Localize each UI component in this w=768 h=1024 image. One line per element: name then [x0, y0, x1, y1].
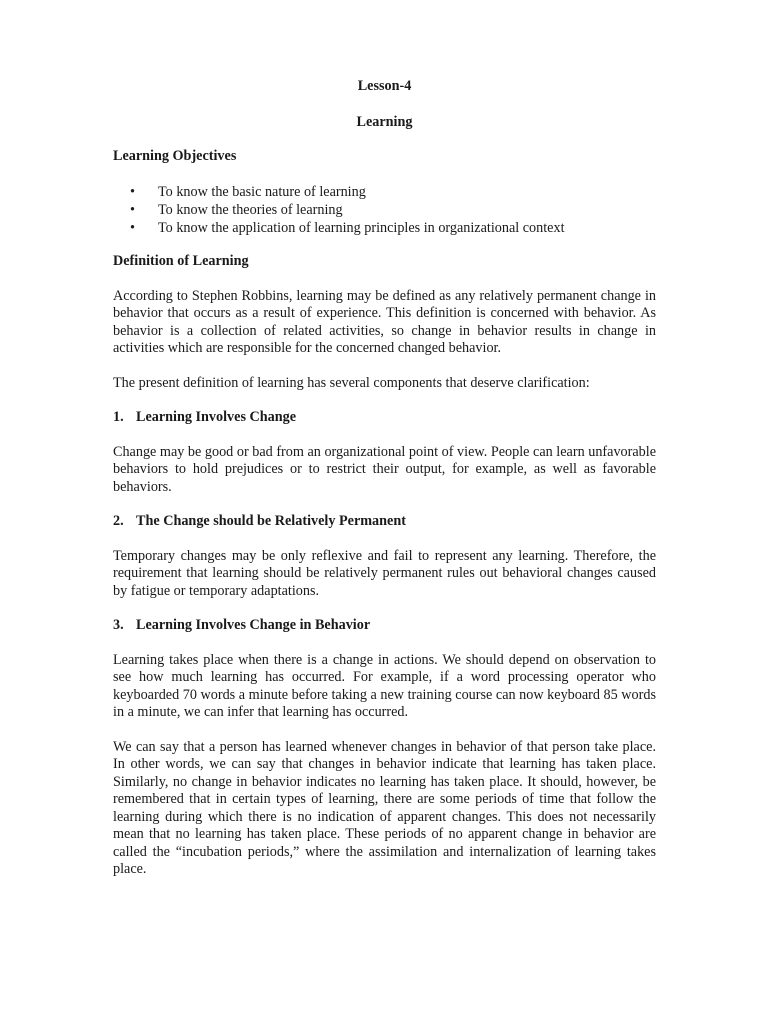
definition-heading: Definition of Learning — [113, 253, 249, 270]
section-heading-1 — [113, 409, 656, 427]
objective-item — [113, 201, 656, 219]
section-number: 3. — [113, 617, 124, 634]
section-1-paragraph: Change may be good or bad from an organizational point of view. People can learn unfavorable behaviors to hold prejudices or to restrict their output, for example, as well as favorable behaviors. — [113, 443, 656, 495]
section-number: 1. — [113, 409, 124, 426]
section-3-paragraph: We can say that a person has learned whenever changes in behavior of that person take place. In other words, we can say that changes in behavior indicate that learning has taken place. Similarly, no change in behavior indicates no learning has taken place. It should, however, be remembered that in certain types of learning, there are some periods of time that follow the learning during which there is no indication of apparent changes. This does not necessarily mean that no learning has taken place. These periods of no apparent change in behavior are called the “incubation periods,” where the assimilation and internalization of learning takes place. — [113, 738, 656, 878]
objective-text: To know the basic nature of learning — [158, 183, 366, 200]
section-title: Learning Involves Change — [136, 409, 297, 426]
page-title: Learning — [356, 113, 413, 130]
objective-text: To know the application of learning principles in organizational context — [158, 220, 565, 237]
section-3-paragraph: Learning takes place when there is a change in actions. We should depend on observation to see how much learning has occurred. For example, if a word processing operator who keyboarded 70 words a minute before taking a new training course can now keyboard 85 words in a minute, we can infer that learning has occurred. — [113, 651, 656, 721]
document-page — [113, 78, 656, 879]
bullet-icon: • — [130, 201, 135, 218]
bullet-icon: • — [130, 220, 135, 237]
definition-paragraph: According to Stephen Robbins, learning may be defined as any relatively permanent change in behavior that occurs as a result of experience. This definition is concerned with behavior. As behavior is a collection of related activities, so change in behavior results in change in activities which are responsible for the concerned changed behavior. — [113, 287, 656, 357]
section-number: 2. — [113, 513, 124, 530]
section-heading-3 — [113, 617, 656, 635]
objective-item — [113, 183, 656, 201]
components-intro-paragraph: The present definition of learning has several components that deserve clarification: — [113, 374, 590, 391]
section-2-paragraph: Temporary changes may be only reflexive and fail to represent any learning. Therefore, the requirement that learning should be relatively permanent rules out behavioral changes caused by fatigue or temporary adaptations. — [113, 547, 656, 599]
lesson-label: Lesson-4 — [357, 78, 412, 94]
bullet-icon: • — [130, 183, 135, 200]
objectives-list — [113, 183, 656, 238]
objective-item — [113, 219, 656, 237]
objectives-heading: Learning Objectives — [113, 148, 237, 164]
objective-text: To know the theories of learning — [158, 201, 343, 218]
section-title: The Change should be Relatively Permanent — [136, 513, 406, 530]
section-heading-2 — [113, 513, 656, 531]
section-title: Learning Involves Change in Behavior — [136, 617, 371, 634]
